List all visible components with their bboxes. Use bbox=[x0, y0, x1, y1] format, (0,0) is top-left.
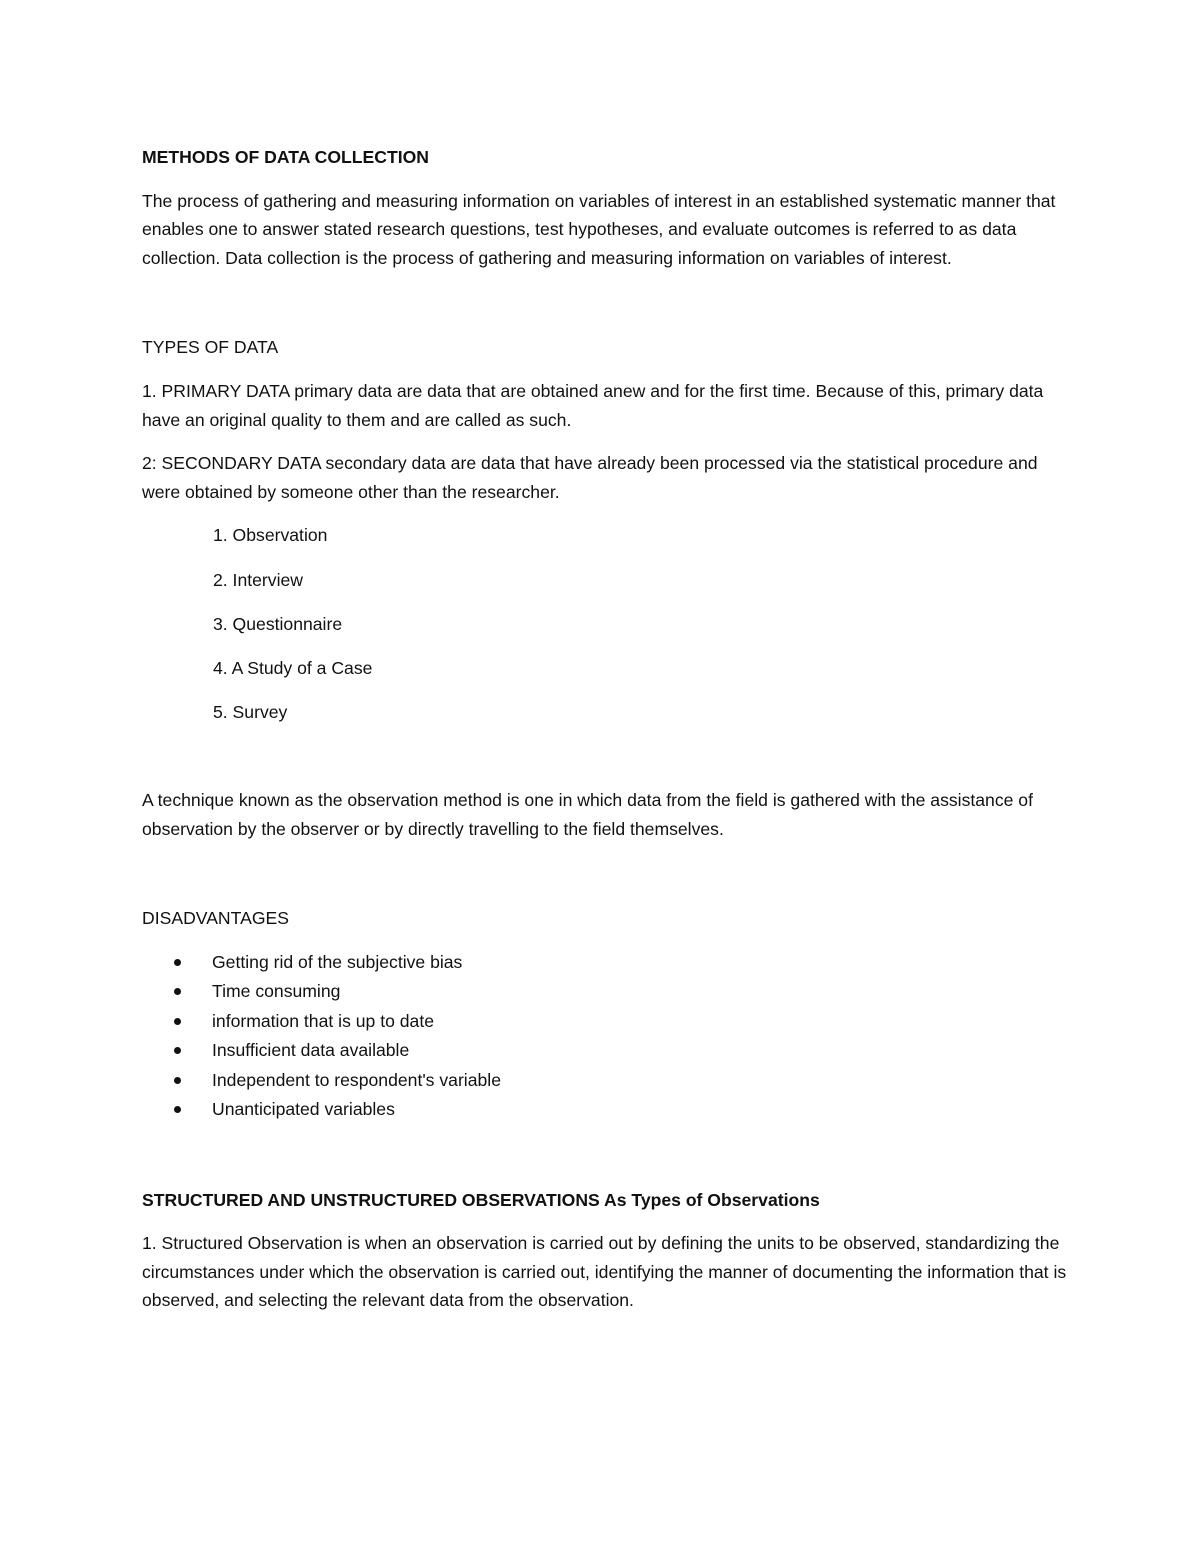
primary-data-paragraph: 1. PRIMARY DATA primary data are data that are obtained anew and for the first time. Because of this, primary data have an original quality to them and are called as such. bbox=[142, 380, 1044, 430]
disadvantages-list bbox=[142, 948, 1072, 1124]
methods-list-item: 2. Interview bbox=[213, 569, 303, 590]
methods-list-item: 4. A Study of a Case bbox=[213, 657, 373, 678]
bullet-icon bbox=[174, 959, 181, 966]
structured-observation-paragraph: 1. Structured Observation is when an observation is carried out by defining the units to be observed, standardizing the circumstances under which the observation is carried out, identifying the manner of documenting the information that is observed, and selecting the relevant data from the observation. bbox=[142, 1233, 1067, 1311]
bullet-icon bbox=[174, 1018, 181, 1025]
types-of-data-heading: TYPES OF DATA bbox=[142, 337, 279, 358]
bullet-icon bbox=[174, 1077, 181, 1084]
disadvantages-list-item bbox=[142, 1036, 1072, 1065]
spacer bbox=[142, 933, 1072, 948]
spacer bbox=[142, 172, 1072, 187]
disadvantage-text: information that is up to date bbox=[212, 1010, 435, 1031]
methods-list-item: 3. Questionnaire bbox=[213, 613, 343, 634]
disadvantages-list-item bbox=[142, 1007, 1072, 1036]
secondary-data-paragraph: 2: SECONDARY DATA secondary data are data that have already been processed via the statistical procedure and were obtained by someone other than the researcher. bbox=[142, 453, 1038, 502]
intro-paragraph: The process of gathering and measuring information on variables of interest in an established systematic manner that enables one to answer stated research questions, test hypotheses, and evaluate outcomes is referred to as data collection. Data collection is the process of gathering and measuring information on variables of interest. bbox=[142, 190, 1056, 268]
methods-list-item: 1. Observation bbox=[213, 525, 328, 546]
structured-observations-heading: STRUCTURED AND UNSTRUCTURED OBSERVATIONS As Types of Observations bbox=[142, 1189, 820, 1210]
bullet-icon bbox=[174, 1106, 181, 1113]
spacer bbox=[142, 843, 1072, 904]
disadvantages-list-item bbox=[142, 948, 1072, 977]
observation-method-paragraph: A technique known as the observation method is one in which data from the field is gathered with the assistance of observation by the observer or by directly travelling to the field themselves. bbox=[142, 790, 1033, 839]
disadvantage-text: Independent to respondent's variable bbox=[212, 1069, 501, 1090]
disadvantage-text: Time consuming bbox=[212, 981, 341, 1002]
spacer bbox=[142, 362, 1072, 377]
spacer bbox=[142, 1125, 1072, 1186]
disadvantage-text: Getting rid of the subjective bias bbox=[212, 952, 463, 973]
spacer bbox=[142, 434, 1072, 449]
disadvantages-list-item bbox=[142, 1066, 1072, 1095]
disadvantage-text: Insufficient data available bbox=[212, 1040, 410, 1061]
spacer bbox=[142, 506, 1072, 521]
methods-list bbox=[142, 521, 1072, 726]
disadvantages-list-item bbox=[142, 1095, 1072, 1124]
methods-list-item: 5. Survey bbox=[213, 702, 288, 723]
disadvantages-list-item bbox=[142, 977, 1072, 1006]
spacer bbox=[142, 272, 1072, 333]
bullet-icon bbox=[174, 1047, 181, 1054]
spacer bbox=[142, 742, 1072, 786]
disadvantage-text: Unanticipated variables bbox=[212, 1099, 395, 1120]
document-title: METHODS OF DATA COLLECTION bbox=[142, 147, 430, 167]
bullet-icon bbox=[174, 988, 181, 995]
spacer bbox=[142, 1214, 1072, 1229]
disadvantages-heading: DISADVANTAGES bbox=[142, 908, 289, 929]
document-content bbox=[142, 143, 1072, 1315]
